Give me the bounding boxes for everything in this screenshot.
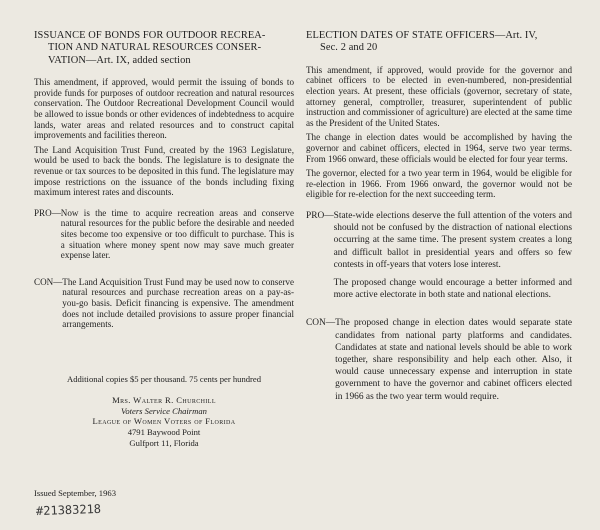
election-pro-text-1: State-wide elections deserve the full attention of the voters and should not be confused by the distraction of national elections occurring at the same time. The present system creates a long and difficult ballot in presidential years and offers so few contests in off-years that voters lose interest. <box>333 210 572 270</box>
election-dates-section <box>306 30 572 409</box>
bond-paragraph-2: The Land Acquisition Trust Fund, created by the 1963 Legislature, would be used to back the bonds. The legislature is to designate the revenue or tax sources to be deposited in this fund. The legislature may impose restrictions on the issuance of the bonds including fixing maximum interest rates and discounts. <box>34 144 294 198</box>
bond-issuance-section <box>34 30 294 336</box>
chairman-name: Mrs. Walter R. Churchill <box>112 394 216 405</box>
con-label: CON— <box>306 318 336 329</box>
address-line1: 4791 Baywood Point <box>127 427 201 438</box>
address-line2: Gulfport 11, Florida <box>129 437 199 448</box>
bond-section-heading <box>34 30 294 67</box>
signature-block <box>34 395 294 449</box>
election-paragraph-3: The governor, elected for a two year term in 1964, would be eligible for re-election in 1966. From 1966 onward, the governor would not be eligible for re-election for the next succeeding term. <box>306 168 572 200</box>
chairman-title: Voters Service Chairman <box>121 405 207 416</box>
bond-pro-argument <box>34 208 294 267</box>
issue-date: Issued September, 1963 <box>34 488 116 498</box>
bond-con-text: The Land Acquisition Trust Fund may be used now to conserve natural resources and purchase recreation areas on a pay-as-you-go basis. Deficit financing is expensive. The amendment does not include detailed provisions to assure proper financial arrangements. <box>62 276 294 330</box>
copies-price-note: Additional copies $5 per thousand. 75 cents per hundred <box>66 374 262 384</box>
bond-con-argument <box>34 277 294 336</box>
election-heading-line1: ELECTION DATES OF STATE OFFICERS—Art. IV, <box>306 30 538 41</box>
organization-name: League of Women Voters of Florida <box>92 416 236 427</box>
pro-label: PRO— <box>34 207 61 218</box>
bond-heading-line2: TION AND NATURAL RESOURCES CONSER- <box>48 42 262 54</box>
handwritten-catalog-number: #21383218 <box>35 501 102 519</box>
election-section-heading <box>306 30 572 55</box>
bond-heading-line3: VATION—Art. IX, added section <box>48 54 191 66</box>
bond-pro-text: Now is the time to acquire recreation areas and conserve natural resources for the public before the desirable and needed sites become too expensive or too difficult to purchase. This is a situation where money spent now may save much greater expense later. <box>60 207 294 261</box>
election-paragraph-2: The change in election dates would be accomplished by having the governor and cabinet officers, elected in 1964, serve two year terms. From 1966 onward, these officials would be elected for four year terms. <box>306 132 572 164</box>
election-heading-line2: Sec. 2 and 20 <box>320 42 378 54</box>
publisher-footer <box>34 374 294 449</box>
election-paragraph-1: This amendment, if approved, would provide for the governor and cabinet officers to be elected in even-numbered, non-presidential election years. At present, these officials (governor, secretary of state, attorney general, comptroller, treasurer, superintendent of public instruction and commissioner of agriculture) are elected at the same time as the President of the United States. <box>306 64 572 128</box>
bond-heading-line1: ISSUANCE OF BONDS FOR OUTDOOR RECREA- <box>34 30 266 41</box>
bond-paragraph-1: This amendment, if approved, would permit the issuing of bonds to provide funds for purposes of outdoor recreation and natural resources conservation. The Outdoor Recreational Development Council would be allowed to issue bonds or other evidences of indebtedness to acquire lands, water areas and related resources and to construct capital improvements and facilities thereon. <box>34 77 294 141</box>
pro-label: PRO— <box>306 210 334 221</box>
election-con-argument <box>306 317 572 408</box>
election-con-text: The proposed change in election dates would separate state candidates from national party platforms and candidates. Candidates at state and national levels should be able to work together, share responsibility and help each other. Also, it would cause unnecessary expense and interruption in state government to have the governor and cabinet officers elected in 1966 as the two year term would require. <box>335 318 572 402</box>
con-label: CON— <box>34 276 63 287</box>
election-pro-text-2: The proposed change would encourage a better informed and more active electorate in both state and national elections. <box>333 277 572 301</box>
election-pro-argument <box>306 210 572 307</box>
